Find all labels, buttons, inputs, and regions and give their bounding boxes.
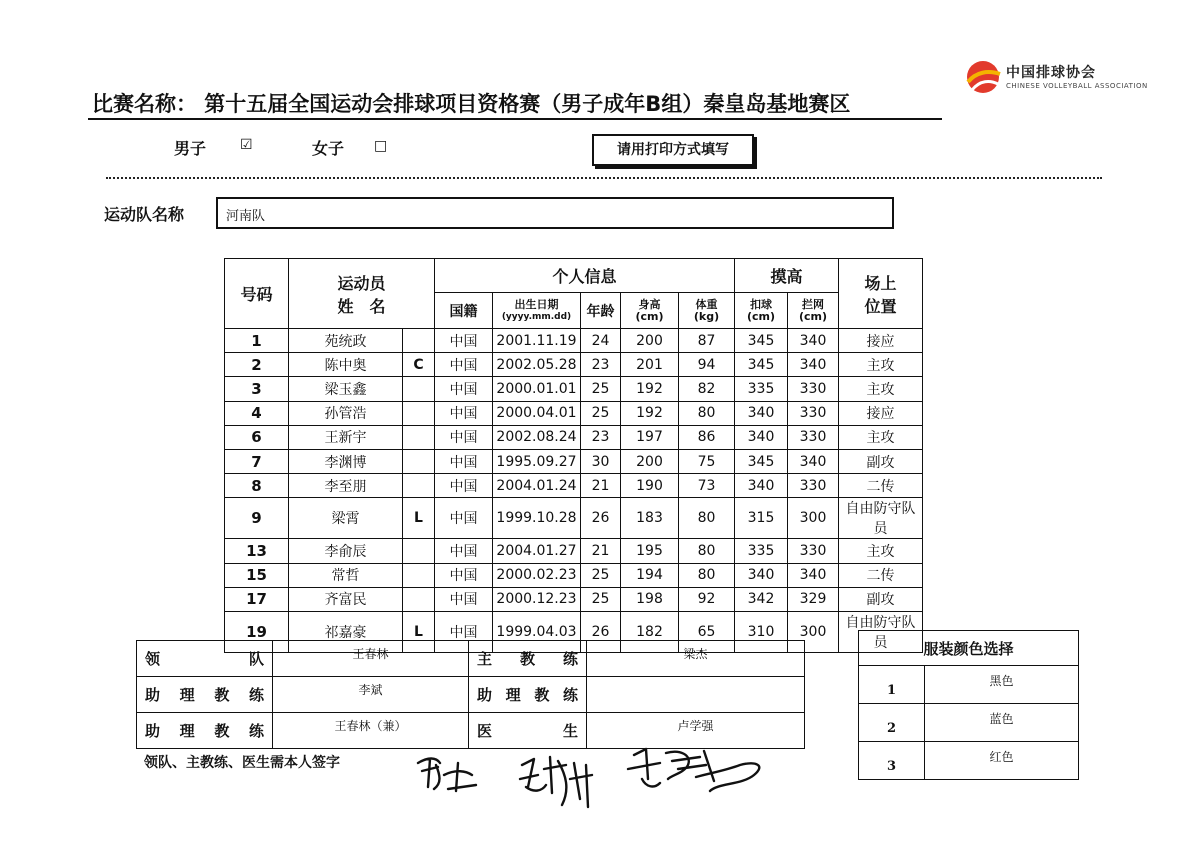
player-nationality: 中国	[435, 401, 493, 425]
table-row	[225, 425, 923, 449]
assistant-coach-label-3	[469, 677, 587, 713]
doctor-label-text: 医 生	[477, 722, 578, 740]
player-weight: 80	[679, 539, 735, 563]
table-row	[225, 498, 923, 539]
roster-table	[224, 258, 923, 653]
player-age: 30	[581, 449, 621, 473]
uniform-color-number: 1	[859, 666, 925, 704]
player-number: 4	[225, 401, 289, 425]
player-birthdate: 2000.04.01	[493, 401, 581, 425]
player-block-reach: 340	[788, 353, 839, 377]
player-role: L	[403, 498, 435, 539]
header-height-unit: (cm)	[635, 309, 664, 323]
player-age: 25	[581, 563, 621, 587]
player-nationality: 中国	[435, 353, 493, 377]
female-checkbox[interactable]: □	[374, 138, 388, 154]
table-row	[225, 377, 923, 401]
header-position	[839, 259, 923, 329]
uniform-color-number: 2	[859, 704, 925, 742]
header-personal-info: 个人信息	[435, 259, 735, 293]
player-height: 182	[621, 611, 679, 652]
player-nationality: 中国	[435, 425, 493, 449]
player-block-reach: 330	[788, 474, 839, 498]
player-birthdate: 1995.09.27	[493, 449, 581, 473]
player-height: 183	[621, 498, 679, 539]
player-number: 3	[225, 377, 289, 401]
male-label: 男子	[174, 139, 207, 158]
player-weight: 86	[679, 425, 735, 449]
signature-2	[520, 757, 592, 807]
player-spike-reach: 315	[735, 498, 788, 539]
player-weight: 87	[679, 329, 735, 353]
player-spike-reach: 342	[735, 587, 788, 611]
header-spike-unit: (cm)	[746, 309, 776, 323]
uniform-color-table	[858, 630, 1079, 780]
player-weight: 82	[679, 377, 735, 401]
player-age: 24	[581, 329, 621, 353]
player-block-reach: 330	[788, 377, 839, 401]
player-block-reach: 340	[788, 449, 839, 473]
player-number: 2	[225, 353, 289, 377]
player-nationality: 中国	[435, 563, 493, 587]
player-number: 8	[225, 474, 289, 498]
uniform-color-name: 红色	[925, 742, 1079, 780]
header-reach: 摸高	[735, 259, 839, 293]
player-weight: 73	[679, 474, 735, 498]
dotted-divider	[106, 177, 1102, 179]
player-name: 李至朋	[289, 474, 403, 498]
header-age: 年龄	[581, 293, 621, 329]
player-block-reach: 330	[788, 401, 839, 425]
header-nationality: 国籍	[435, 293, 493, 329]
uniform-color-name: 蓝色	[925, 704, 1079, 742]
player-nationality: 中国	[435, 449, 493, 473]
header-position-line2: 位置	[864, 296, 897, 316]
player-position: 副攻	[839, 587, 923, 611]
player-weight: 80	[679, 401, 735, 425]
uniform-color-name: 黑色	[925, 666, 1079, 704]
player-height: 194	[621, 563, 679, 587]
signature-1	[418, 759, 476, 792]
assistant-coach-value-2[interactable]: 王春林（兼）	[273, 713, 469, 749]
table-row	[225, 401, 923, 425]
doctor-value[interactable]: 卢学强	[587, 713, 805, 749]
player-role: L	[403, 611, 435, 652]
player-birthdate: 2004.01.24	[493, 474, 581, 498]
assistant-coach-label-2	[137, 713, 273, 749]
player-position: 主攻	[839, 425, 923, 449]
player-name: 王新宇	[289, 425, 403, 449]
header-block-label: 拦网	[802, 297, 824, 311]
header-weight-label: 体重	[695, 297, 718, 311]
leader-label	[137, 641, 273, 677]
player-block-reach: 300	[788, 498, 839, 539]
player-role: C	[403, 353, 435, 377]
player-position: 接应	[839, 401, 923, 425]
player-birthdate: 2000.01.01	[493, 377, 581, 401]
player-nationality: 中国	[435, 329, 493, 353]
logo-name: 中国排球协会	[1006, 65, 1096, 81]
player-spike-reach: 345	[735, 449, 788, 473]
player-birthdate: 1999.10.28	[493, 498, 581, 539]
player-role	[403, 449, 435, 473]
player-age: 21	[581, 539, 621, 563]
female-label: 女子	[312, 139, 345, 158]
header-athlete-line1: 运动员	[337, 273, 386, 293]
player-age: 23	[581, 425, 621, 449]
player-number: 9	[225, 498, 289, 539]
player-spike-reach: 345	[735, 353, 788, 377]
association-logo	[964, 58, 1148, 102]
player-height: 195	[621, 539, 679, 563]
signature-3	[628, 749, 759, 791]
team-name-field[interactable]	[216, 197, 894, 229]
player-number: 17	[225, 587, 289, 611]
uniform-color-title: 服装颜色选择	[859, 631, 1079, 666]
print-instruction-box: 请用打印方式填写	[592, 134, 754, 166]
uniform-color-number: 3	[859, 742, 925, 780]
player-name: 常哲	[289, 563, 403, 587]
player-position: 自由防守队员	[839, 498, 923, 539]
table-row	[225, 353, 923, 377]
player-birthdate: 2000.02.23	[493, 563, 581, 587]
header-number: 号码	[225, 259, 289, 329]
player-birthdate: 2001.11.19	[493, 329, 581, 353]
table-row	[225, 539, 923, 563]
player-weight: 80	[679, 563, 735, 587]
uniform-color-option[interactable]	[859, 704, 1079, 742]
player-age: 26	[581, 611, 621, 652]
player-weight: 92	[679, 587, 735, 611]
header-weight	[679, 293, 735, 329]
uniform-color-option[interactable]	[859, 742, 1079, 780]
handwritten-signatures	[410, 735, 790, 815]
assistant-coach-label-2-text: 助 理 教 练	[145, 722, 264, 740]
title-underline	[88, 118, 942, 120]
player-spike-reach: 310	[735, 611, 788, 652]
player-name: 苑统政	[289, 329, 403, 353]
header-block	[788, 293, 839, 329]
player-name: 陈中奥	[289, 353, 403, 377]
volleyball-logo-icon	[964, 58, 1002, 96]
header-spike-label: 扣球	[750, 297, 772, 311]
header-birthdate-format: (yyyy.mm.dd)	[501, 311, 572, 322]
header-athlete	[289, 259, 435, 329]
player-height: 198	[621, 587, 679, 611]
player-birthdate: 1999.04.03	[493, 611, 581, 652]
assistant-coach-label-3-text: 助 理 教 练	[477, 686, 578, 704]
player-nationality: 中国	[435, 498, 493, 539]
player-height: 201	[621, 353, 679, 377]
header-height-label: 身高	[638, 297, 661, 311]
head-coach-value[interactable]: 梁杰	[587, 641, 805, 677]
header-block-unit: (cm)	[798, 309, 828, 323]
player-age: 23	[581, 353, 621, 377]
player-nationality: 中国	[435, 377, 493, 401]
player-nationality: 中国	[435, 587, 493, 611]
player-height: 200	[621, 329, 679, 353]
player-block-reach: 300	[788, 611, 839, 652]
player-number: 7	[225, 449, 289, 473]
player-role	[403, 425, 435, 449]
player-height: 192	[621, 377, 679, 401]
player-number: 15	[225, 563, 289, 587]
player-number: 19	[225, 611, 289, 652]
player-position: 副攻	[839, 449, 923, 473]
logo-subtitle: CHINESE VOLLEYBALL ASSOCIATION	[1006, 82, 1148, 90]
player-position: 主攻	[839, 539, 923, 563]
player-position: 二传	[839, 563, 923, 587]
table-row	[225, 449, 923, 473]
player-weight: 94	[679, 353, 735, 377]
player-name: 齐富民	[289, 587, 403, 611]
leader-value[interactable]: 王春林	[273, 641, 469, 677]
signature-note: 领队、主教练、医生需本人签字	[144, 755, 340, 771]
player-spike-reach: 345	[735, 329, 788, 353]
player-role	[403, 377, 435, 401]
player-position: 二传	[839, 474, 923, 498]
player-birthdate: 2004.01.27	[493, 539, 581, 563]
player-height: 192	[621, 401, 679, 425]
player-spike-reach: 335	[735, 377, 788, 401]
table-row	[225, 587, 923, 611]
player-weight: 80	[679, 498, 735, 539]
player-age: 25	[581, 587, 621, 611]
male-checkbox[interactable]: ☑	[240, 137, 253, 153]
header-position-line1: 场上	[864, 273, 897, 293]
player-name: 李渊博	[289, 449, 403, 473]
player-age: 25	[581, 401, 621, 425]
leader-label-text: 领 队	[145, 650, 264, 668]
player-block-reach: 329	[788, 587, 839, 611]
player-number: 6	[225, 425, 289, 449]
player-role	[403, 539, 435, 563]
player-role	[403, 329, 435, 353]
player-birthdate: 2002.08.24	[493, 425, 581, 449]
player-age: 26	[581, 498, 621, 539]
header-birthdate	[493, 293, 581, 329]
player-position: 接应	[839, 329, 923, 353]
player-weight: 65	[679, 611, 735, 652]
staff-table	[136, 640, 805, 749]
player-name: 孙管浩	[289, 401, 403, 425]
player-spike-reach: 340	[735, 563, 788, 587]
player-position: 主攻	[839, 353, 923, 377]
player-block-reach: 340	[788, 563, 839, 587]
assistant-coach-label-1	[137, 677, 273, 713]
player-birthdate: 2002.05.28	[493, 353, 581, 377]
player-role	[403, 587, 435, 611]
header-birthdate-label: 出生日期	[514, 297, 559, 311]
player-position: 自由防守队员	[839, 611, 923, 652]
player-name: 梁玉鑫	[289, 377, 403, 401]
player-spike-reach: 335	[735, 539, 788, 563]
header-weight-unit: (kg)	[693, 309, 720, 323]
header-height	[621, 293, 679, 329]
uniform-color-option[interactable]	[859, 666, 1079, 704]
assistant-coach-value-1[interactable]: 李斌	[273, 677, 469, 713]
player-number: 1	[225, 329, 289, 353]
player-birthdate: 2000.12.23	[493, 587, 581, 611]
player-name: 祁嘉豪	[289, 611, 403, 652]
player-block-reach: 330	[788, 539, 839, 563]
competition-title: 比赛名称： 第十五届全国运动会排球项目资格赛（男子成年B组）秦皇岛基地赛区	[92, 92, 851, 116]
player-spike-reach: 340	[735, 474, 788, 498]
player-nationality: 中国	[435, 539, 493, 563]
player-nationality: 中国	[435, 474, 493, 498]
player-number: 13	[225, 539, 289, 563]
player-role	[403, 401, 435, 425]
player-role	[403, 563, 435, 587]
assistant-coach-label-1-text: 助 理 教 练	[145, 686, 264, 704]
player-spike-reach: 340	[735, 425, 788, 449]
player-spike-reach: 340	[735, 401, 788, 425]
team-name-value: 河南队	[226, 209, 266, 224]
head-coach-label	[469, 641, 587, 677]
head-coach-label-text: 主 教 练	[477, 650, 578, 668]
table-row	[225, 329, 923, 353]
player-block-reach: 330	[788, 425, 839, 449]
player-height: 200	[621, 449, 679, 473]
player-name: 梁霄	[289, 498, 403, 539]
assistant-coach-value-3[interactable]	[587, 677, 805, 713]
player-height: 197	[621, 425, 679, 449]
header-athlete-line2: 姓 名	[337, 296, 386, 316]
player-name: 李俞辰	[289, 539, 403, 563]
player-age: 21	[581, 474, 621, 498]
team-name-label: 运动队名称	[104, 205, 185, 224]
table-row	[225, 474, 923, 498]
player-weight: 75	[679, 449, 735, 473]
player-block-reach: 340	[788, 329, 839, 353]
player-nationality: 中国	[435, 611, 493, 652]
player-role	[403, 474, 435, 498]
player-position: 主攻	[839, 377, 923, 401]
player-age: 25	[581, 377, 621, 401]
header-spike	[735, 293, 788, 329]
table-row	[225, 563, 923, 587]
player-height: 190	[621, 474, 679, 498]
